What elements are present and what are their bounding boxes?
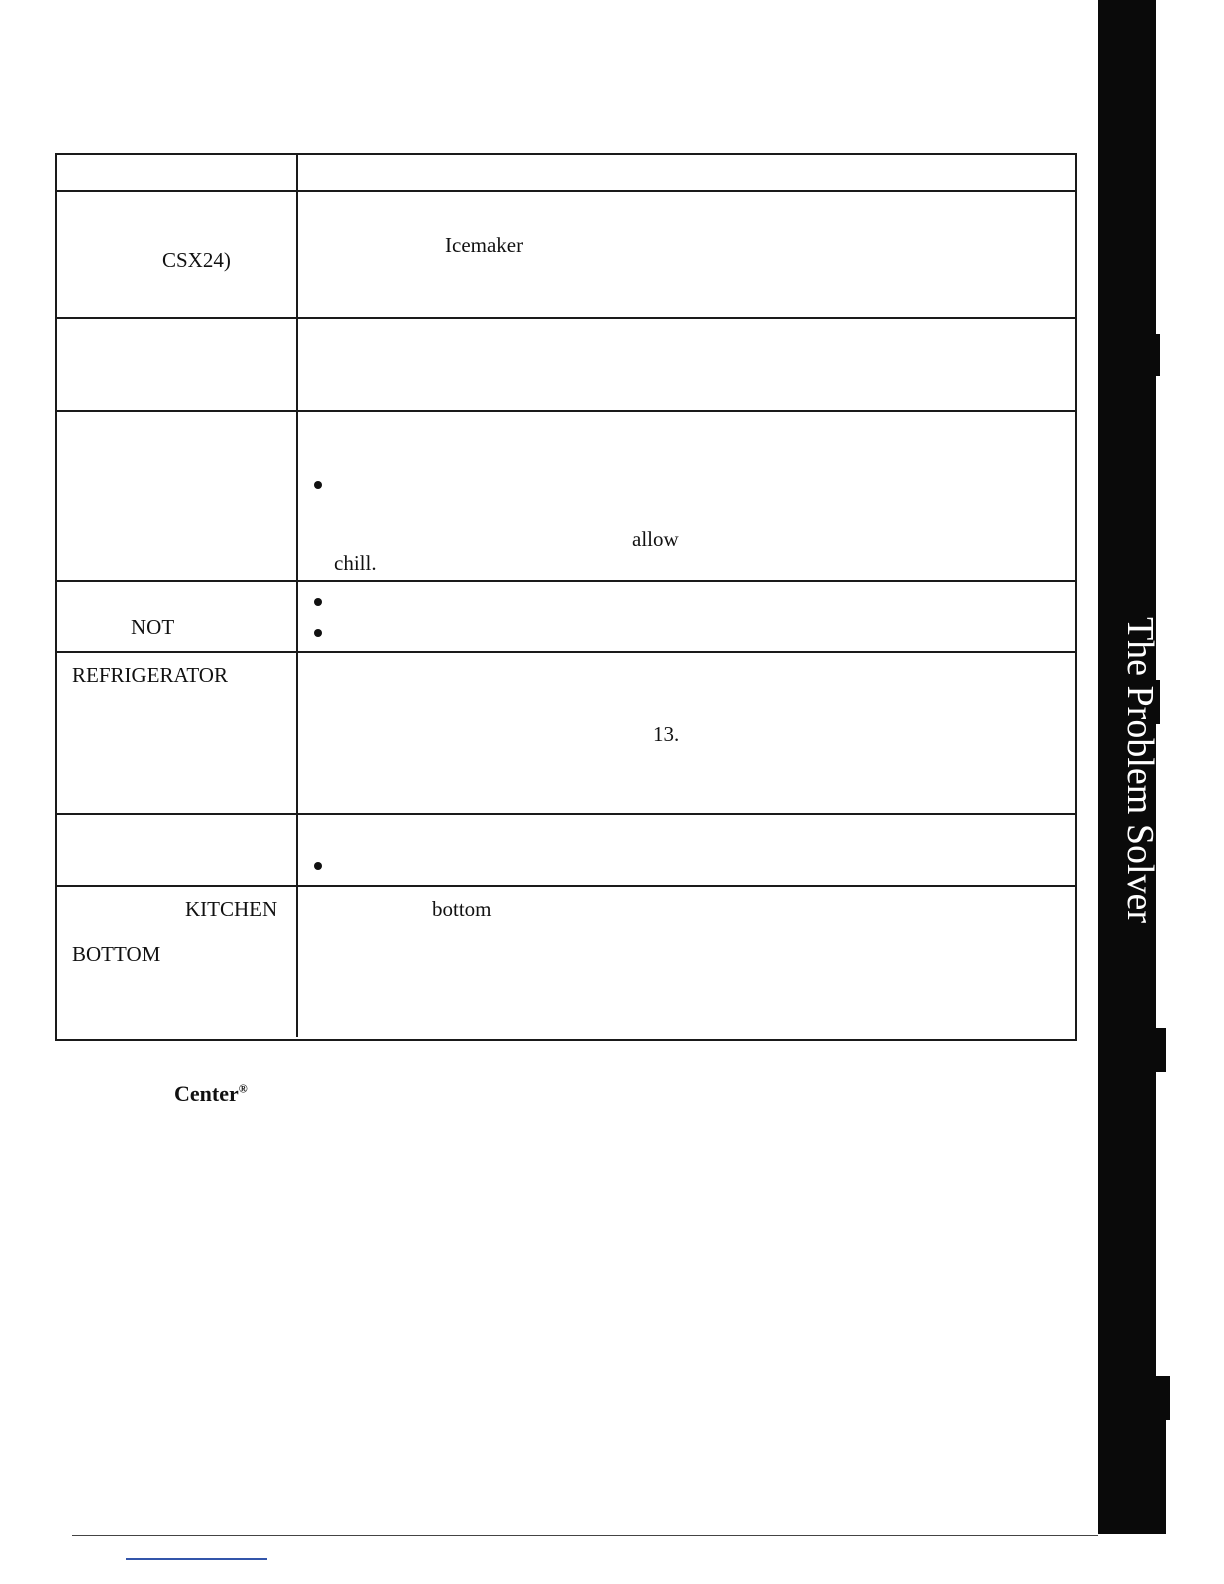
- bullet: [314, 629, 322, 637]
- bullet: [314, 598, 322, 606]
- sidebar-title: The Problem Solver: [1119, 616, 1161, 924]
- bullet: [314, 481, 322, 489]
- r7-right-text: bottom: [432, 897, 492, 921]
- r7-left-text-b: BOTTOM: [72, 942, 161, 966]
- bottom-rule: [72, 1535, 1098, 1536]
- table-right-border: [1075, 153, 1077, 1041]
- table-bottom-border: [55, 1039, 1077, 1041]
- table-top-border: [55, 153, 1077, 155]
- row-divider-3: [55, 580, 1077, 582]
- center-heading-text: Center: [174, 1081, 239, 1106]
- row-divider-5: [55, 813, 1077, 815]
- sidebar-notch-upper: [1150, 334, 1160, 376]
- center-heading: [174, 1082, 248, 1106]
- sidebar-notch-bottom: [1150, 1376, 1170, 1420]
- row-divider-1: [55, 317, 1077, 319]
- row-divider-6: [55, 885, 1077, 887]
- table-header-divider: [55, 190, 1077, 192]
- r5-left-text: REFRIGERATOR: [72, 663, 228, 687]
- bottom-link-rule: [126, 1558, 267, 1560]
- sidebar-base: [1098, 1420, 1166, 1534]
- r3-right-text-a: allow: [632, 527, 679, 551]
- row-divider-2: [55, 410, 1077, 412]
- row-divider-4: [55, 651, 1077, 653]
- table-column-divider: [296, 153, 298, 1037]
- r5-right-text: 13.: [653, 722, 680, 746]
- r7-left-text-a: KITCHEN: [185, 897, 278, 921]
- r4-left-text: NOT: [131, 615, 175, 639]
- r1-right-text: Icemaker: [445, 233, 524, 257]
- registered-mark: ®: [238, 1081, 248, 1096]
- bullet: [314, 862, 322, 870]
- sidebar-notch-lower: [1150, 1028, 1166, 1072]
- table-left-border: [55, 153, 57, 1041]
- r1-left-text: CSX24): [162, 248, 231, 272]
- r3-right-text-b: chill.: [334, 551, 377, 575]
